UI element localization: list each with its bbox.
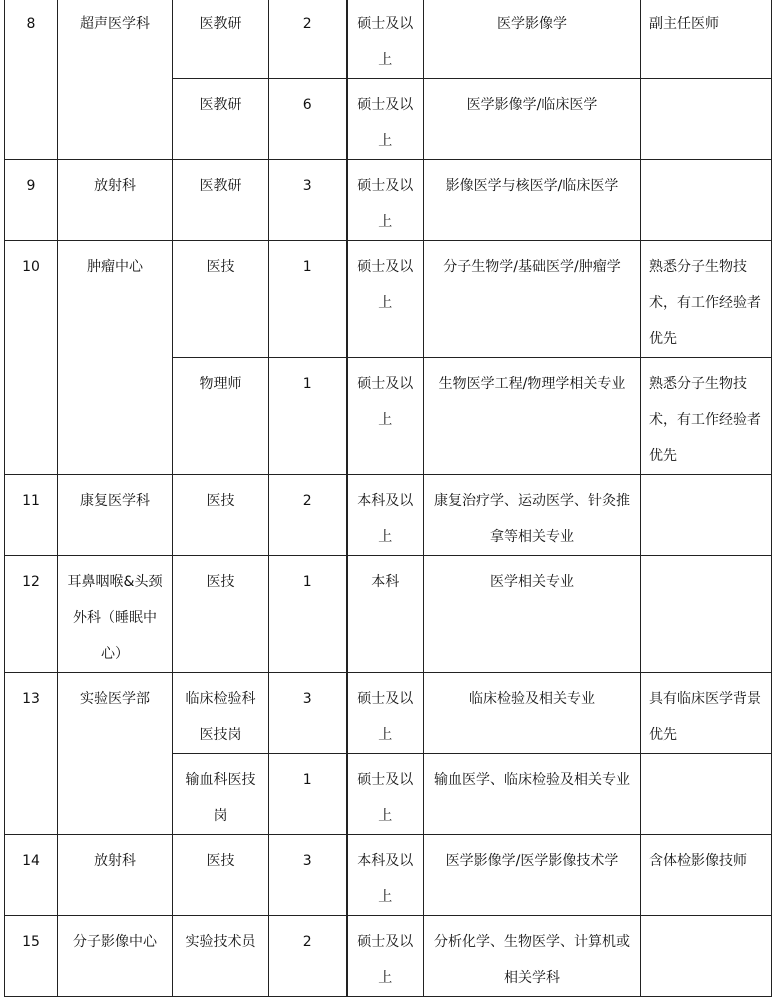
position-cell: 医教研 xyxy=(173,160,269,241)
major-cell: 医学影像学 xyxy=(424,0,641,79)
count-cell: 2 xyxy=(269,0,347,79)
table-row xyxy=(5,835,772,916)
position-cell: 医技 xyxy=(173,556,269,673)
row-number: 11 xyxy=(5,475,58,556)
education-cell: 硕士及以上 xyxy=(347,754,424,835)
department-cell: 实验医学部 xyxy=(58,673,173,835)
position-cell: 实验技术员 xyxy=(173,916,269,997)
department-cell: 放射科 xyxy=(58,160,173,241)
major-cell: 医学相关专业 xyxy=(424,556,641,673)
count-cell: 2 xyxy=(269,916,347,997)
department-cell: 康复医学科 xyxy=(58,475,173,556)
requirement-cell xyxy=(641,754,772,835)
row-number: 10 xyxy=(5,241,58,475)
requirement-cell xyxy=(641,79,772,160)
count-cell: 6 xyxy=(269,79,347,160)
count-cell: 1 xyxy=(269,241,347,358)
department-cell: 超声医学科 xyxy=(58,0,173,160)
education-cell: 硕士及以上 xyxy=(347,673,424,754)
requirement-cell xyxy=(641,916,772,997)
table-row xyxy=(5,160,772,241)
table-row xyxy=(5,673,772,754)
major-cell: 生物医学工程/物理学相关专业 xyxy=(424,358,641,475)
education-cell: 硕士及以上 xyxy=(347,358,424,475)
table-row xyxy=(5,916,772,997)
table-row xyxy=(5,475,772,556)
position-cell: 物理师 xyxy=(173,358,269,475)
education-cell: 本科及以上 xyxy=(347,835,424,916)
requirement-cell xyxy=(641,556,772,673)
department-cell: 肿瘤中心 xyxy=(58,241,173,475)
table-row xyxy=(5,556,772,673)
row-number: 8 xyxy=(5,0,58,160)
row-number: 14 xyxy=(5,835,58,916)
position-cell: 医技 xyxy=(173,835,269,916)
requirement-cell: 具有临床医学背景优先 xyxy=(641,673,772,754)
count-cell: 1 xyxy=(269,556,347,673)
row-number: 13 xyxy=(5,673,58,835)
table-row xyxy=(5,241,772,358)
requirement-cell: 含体检影像技师 xyxy=(641,835,772,916)
count-cell: 2 xyxy=(269,475,347,556)
count-cell: 1 xyxy=(269,754,347,835)
requirement-cell xyxy=(641,475,772,556)
requirement-cell: 熟悉分子生物技术，有工作经验者优先 xyxy=(641,358,772,475)
position-cell: 医教研 xyxy=(173,79,269,160)
education-cell: 硕士及以上 xyxy=(347,916,424,997)
count-cell: 3 xyxy=(269,835,347,916)
requirement-cell: 副主任医师 xyxy=(641,0,772,79)
requirement-cell: 熟悉分子生物技术，有工作经验者优先 xyxy=(641,241,772,358)
education-cell: 硕士及以上 xyxy=(347,0,424,79)
position-cell: 医教研 xyxy=(173,0,269,79)
count-cell: 3 xyxy=(269,160,347,241)
education-cell: 本科 xyxy=(347,556,424,673)
education-cell: 本科及以上 xyxy=(347,475,424,556)
education-cell: 硕士及以上 xyxy=(347,79,424,160)
major-cell: 分析化学、生物医学、计算机或相关学科 xyxy=(424,916,641,997)
position-cell: 医技 xyxy=(173,475,269,556)
major-cell: 医学影像学/医学影像技术学 xyxy=(424,835,641,916)
major-cell: 康复治疗学、运动医学、针灸推拿等相关专业 xyxy=(424,475,641,556)
education-cell: 硕士及以上 xyxy=(347,160,424,241)
education-cell: 硕士及以上 xyxy=(347,241,424,358)
department-cell: 分子影像中心 xyxy=(58,916,173,997)
row-number: 9 xyxy=(5,160,58,241)
count-cell: 3 xyxy=(269,673,347,754)
major-cell: 临床检验及相关专业 xyxy=(424,673,641,754)
position-cell: 医技 xyxy=(173,241,269,358)
recruitment-table xyxy=(4,0,772,997)
requirement-cell xyxy=(641,160,772,241)
position-cell: 输血科医技岗 xyxy=(173,754,269,835)
count-cell: 1 xyxy=(269,358,347,475)
department-cell: 放射科 xyxy=(58,835,173,916)
major-cell: 影像医学与核医学/临床医学 xyxy=(424,160,641,241)
department-cell: 耳鼻咽喉&头颈外科（睡眠中心） xyxy=(58,556,173,673)
major-cell: 分子生物学/基础医学/肿瘤学 xyxy=(424,241,641,358)
major-cell: 输血医学、临床检验及相关专业 xyxy=(424,754,641,835)
row-number: 15 xyxy=(5,916,58,997)
major-cell: 医学影像学/临床医学 xyxy=(424,79,641,160)
table-row xyxy=(5,0,772,79)
row-number: 12 xyxy=(5,556,58,673)
position-cell: 临床检验科医技岗 xyxy=(173,673,269,754)
